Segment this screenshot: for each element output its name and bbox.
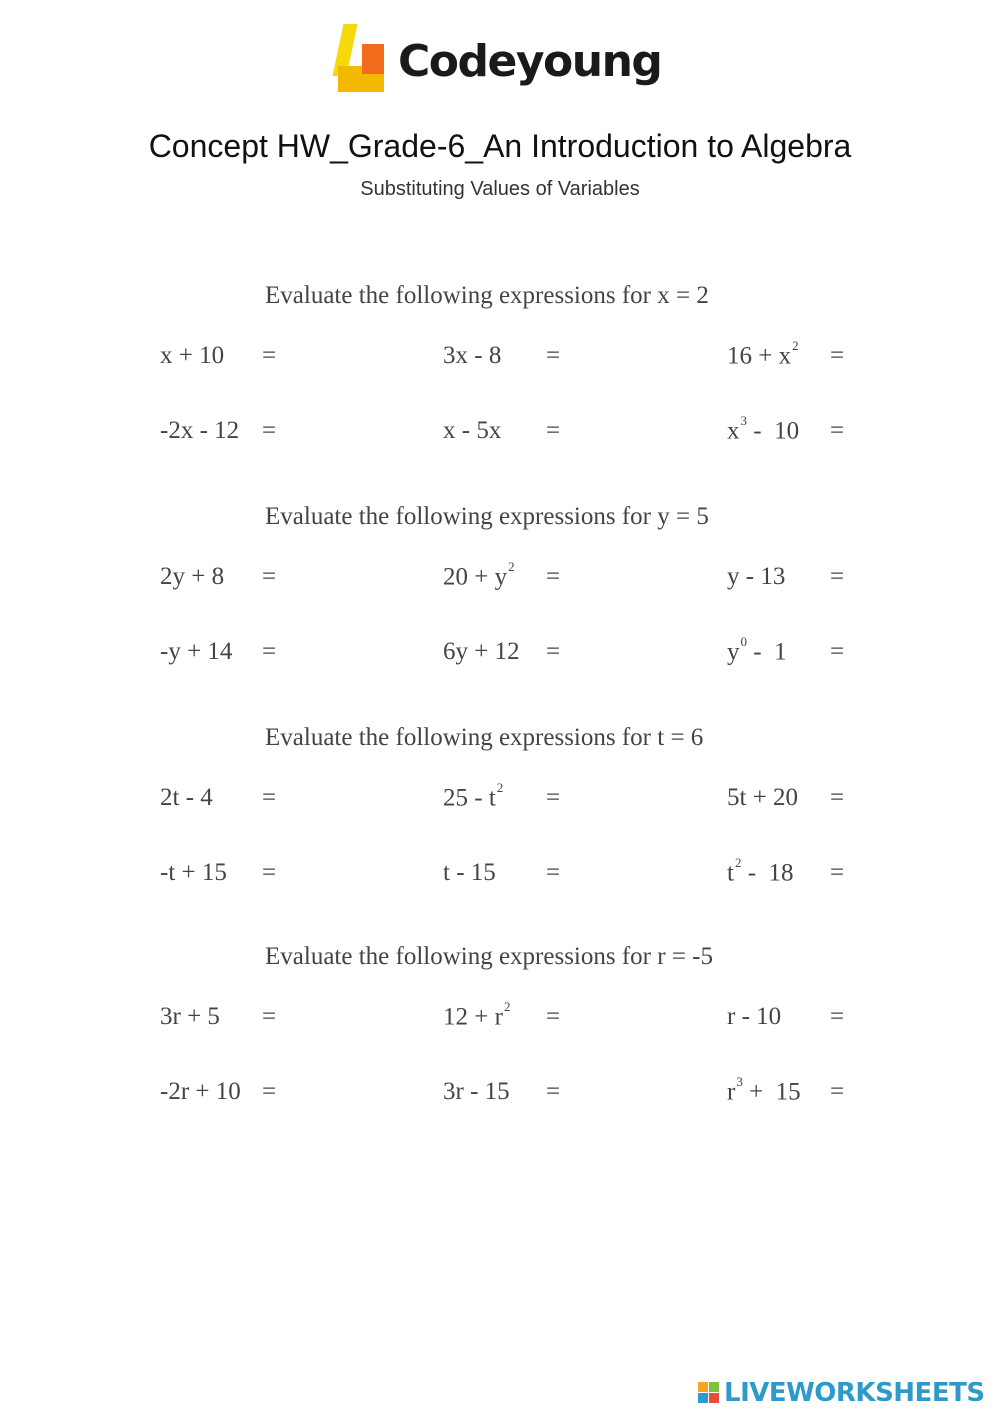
expression-exponent: 2 bbox=[508, 559, 515, 574]
equals-sign: = bbox=[546, 1003, 561, 1030]
expression bbox=[727, 413, 800, 445]
equals-sign: = bbox=[830, 784, 845, 811]
equals-sign: = bbox=[262, 417, 277, 444]
codeyoung-logo bbox=[332, 22, 672, 106]
expression bbox=[160, 859, 227, 887]
section-heading: Evaluate the following expressions for y = 5 bbox=[265, 503, 709, 530]
expression-base: -2r + 10 bbox=[160, 1078, 241, 1105]
expression-exponent: 2 bbox=[792, 338, 799, 353]
expression bbox=[160, 563, 224, 591]
expression bbox=[160, 784, 213, 812]
expression-base: -t + 15 bbox=[160, 859, 227, 886]
expression-base: 16 + x bbox=[727, 342, 792, 370]
expression bbox=[160, 1078, 241, 1106]
expression-base: 12 + r bbox=[443, 1003, 503, 1031]
expression bbox=[443, 417, 501, 445]
expression-exponent: 0 bbox=[740, 634, 747, 649]
equals-sign: = bbox=[546, 563, 561, 590]
expression bbox=[443, 559, 515, 591]
expression-base: x + 10 bbox=[160, 342, 225, 369]
expression-base: 3x - 8 bbox=[443, 342, 502, 369]
expression bbox=[443, 1078, 510, 1106]
equals-sign: = bbox=[262, 563, 277, 590]
expression-base: -y + 14 bbox=[160, 638, 233, 665]
section-heading: Evaluate the following expressions for x = 2 bbox=[265, 282, 709, 309]
expression-tail: + 15 bbox=[742, 1078, 801, 1106]
expression-base: x bbox=[727, 417, 740, 445]
expression-base: y - 13 bbox=[727, 563, 786, 590]
equals-sign: = bbox=[830, 1003, 845, 1030]
equals-sign: = bbox=[546, 342, 561, 369]
liveworksheets-icon bbox=[698, 1382, 720, 1404]
equals-sign: = bbox=[262, 638, 277, 665]
expression bbox=[727, 855, 794, 887]
expression bbox=[727, 1074, 801, 1106]
equals-sign: = bbox=[546, 638, 561, 665]
expression-tail: - 10 bbox=[747, 417, 800, 445]
expression-exponent: 3 bbox=[736, 1074, 743, 1089]
worksheet-subtitle: Substituting Values of Variables bbox=[360, 178, 640, 200]
equals-sign: = bbox=[546, 1078, 561, 1105]
section-heading: Evaluate the following expressions for t = 6 bbox=[265, 724, 704, 751]
equals-sign: = bbox=[546, 859, 561, 886]
expression-base: 5t + 20 bbox=[727, 784, 799, 811]
equals-sign: = bbox=[830, 342, 845, 369]
expression-base: 25 - t bbox=[443, 784, 496, 812]
expression-base: r bbox=[727, 1078, 736, 1106]
liveworksheets-logo bbox=[698, 1376, 998, 1410]
equals-sign: = bbox=[262, 1078, 277, 1105]
expression bbox=[727, 338, 799, 370]
expression-base: 3r - 15 bbox=[443, 1078, 510, 1105]
expression bbox=[727, 634, 787, 666]
expression-base: 2t - 4 bbox=[160, 784, 213, 811]
expression-base: t - 15 bbox=[443, 859, 496, 886]
section-heading: Evaluate the following expressions for r = -5 bbox=[265, 943, 714, 970]
equals-sign: = bbox=[262, 784, 277, 811]
equals-sign: = bbox=[546, 784, 561, 811]
expression-base: r - 10 bbox=[727, 1003, 782, 1030]
expression-base: 20 + y bbox=[443, 563, 508, 591]
expression-exponent: 2 bbox=[503, 999, 511, 1014]
expression bbox=[443, 999, 511, 1031]
expression-base: 6y + 12 bbox=[443, 638, 520, 665]
brand-name: Codeyoung bbox=[398, 36, 662, 87]
expression-base: -2x - 12 bbox=[160, 417, 240, 444]
equals-sign: = bbox=[262, 342, 277, 369]
expression bbox=[443, 859, 496, 887]
expression-base: y bbox=[727, 638, 740, 666]
expression-base: t bbox=[727, 859, 734, 887]
expression bbox=[160, 638, 232, 666]
expression bbox=[727, 1003, 781, 1031]
expression bbox=[727, 784, 798, 812]
expression-base: 2y + 8 bbox=[160, 563, 225, 590]
expression-exponent: 2 bbox=[734, 855, 742, 870]
equals-sign: = bbox=[830, 563, 845, 590]
expression-exponent: 2 bbox=[496, 780, 504, 795]
expression-base: 3r + 5 bbox=[160, 1003, 220, 1030]
expression bbox=[443, 342, 501, 370]
expression bbox=[160, 1003, 220, 1031]
expression bbox=[443, 780, 504, 812]
equals-sign: = bbox=[830, 638, 845, 665]
expression bbox=[727, 563, 785, 591]
codeyoung-logo-icon bbox=[332, 22, 388, 98]
worksheet-title: Concept HW_Grade-6_An Introduction to Algebra bbox=[148, 128, 852, 164]
expression-tail: - 18 bbox=[741, 859, 794, 887]
equals-sign: = bbox=[262, 859, 277, 886]
equals-sign: = bbox=[262, 1003, 277, 1030]
expression bbox=[160, 417, 239, 445]
expression-tail: - 1 bbox=[747, 638, 787, 666]
liveworksheets-brand: LIVEWORKSHEETS bbox=[724, 1378, 985, 1408]
equals-sign: = bbox=[830, 1078, 845, 1105]
expression-base: x - 5x bbox=[443, 417, 502, 444]
equals-sign: = bbox=[830, 859, 845, 886]
equals-sign: = bbox=[830, 417, 845, 444]
expression-exponent: 3 bbox=[740, 413, 747, 428]
expression bbox=[160, 342, 224, 370]
equals-sign: = bbox=[546, 417, 561, 444]
expression bbox=[443, 638, 520, 666]
